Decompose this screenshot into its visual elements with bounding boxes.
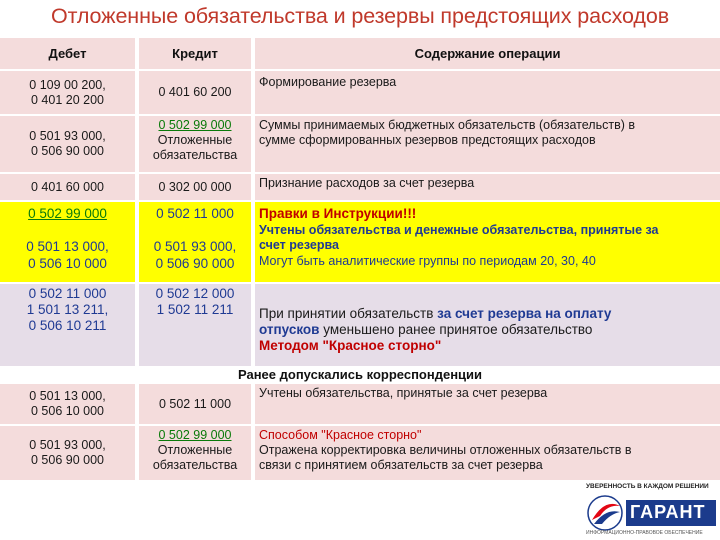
debit-cell — [0, 202, 135, 282]
debit-account: 0 502 99 000 — [28, 206, 107, 221]
content-line: Учтены обязательства, принятые за счет резерва — [259, 386, 548, 400]
credit-line: обязательства — [152, 148, 238, 162]
table-header — [0, 38, 720, 69]
table-row — [0, 426, 720, 480]
debit-line: 0 501 93 000, — [29, 129, 106, 143]
credit-cell — [139, 116, 251, 172]
content-method: Способом "Красное сторно" — [259, 428, 422, 442]
credit-cell — [139, 284, 251, 366]
credit-line: 0 502 11 000 — [158, 396, 232, 411]
debit-line: 0 109 00 200, — [29, 77, 106, 92]
content-emphasis: отпусков — [259, 322, 320, 337]
credit-line: 0 302 00 000 — [158, 179, 232, 194]
content-cell — [255, 71, 720, 114]
content-cell — [255, 284, 720, 366]
credit-line: 0 502 11 000 — [156, 206, 234, 221]
table-row — [0, 116, 720, 172]
debit-cell — [0, 71, 135, 114]
logo-tagline: УВЕРЕННОСТЬ В КАЖДОМ РЕШЕНИИ — [586, 483, 709, 490]
debit-line: 0 506 10 000 — [28, 256, 107, 271]
content-cell — [255, 202, 720, 282]
content-line: Могут быть аналитические группы по периодам 20, 30, 40 — [259, 254, 596, 268]
debit-line: 0 502 11 000 — [28, 286, 107, 301]
content-emphasis: за счет резерва на оплату — [437, 306, 612, 321]
content-text: При принятии обязательств — [259, 306, 438, 321]
section-title: Ранее допускались корреспонденции — [237, 367, 483, 382]
debit-line: 0 501 93 000, — [29, 438, 106, 452]
credit-cell — [139, 202, 251, 282]
content-paragraph — [259, 306, 720, 322]
debit-cell — [0, 426, 135, 480]
table-row — [0, 174, 720, 200]
credit-line: обязательства — [152, 458, 238, 472]
content-paragraph — [259, 322, 720, 338]
debit-cell — [0, 284, 135, 366]
content-line: Отражена корректировка величины отложенных обязательств в — [259, 443, 632, 457]
content-line: связи с принятием обязательств за счет резерва — [259, 458, 543, 472]
logo-brand: ГАРАНТ — [630, 502, 706, 522]
content-cell — [255, 426, 720, 480]
credit-line: 0 502 12 000 — [155, 286, 235, 301]
garant-logo — [586, 494, 718, 532]
content-line: Суммы принимаемых бюджетных обязательств (обязательств) в — [259, 118, 635, 132]
debit-line: 0 506 10 000 — [31, 404, 104, 418]
content-line: Формирование резерва — [259, 75, 397, 89]
debit-line: 0 401 20 200 — [31, 92, 104, 107]
credit-account: 0 502 99 000 — [158, 428, 232, 442]
credit-line: Отложенные — [157, 133, 233, 147]
header-content: Содержание операции — [255, 38, 720, 69]
content-line: счет резерва — [259, 238, 339, 252]
content-cell — [255, 174, 720, 200]
content-cell — [255, 116, 720, 172]
credit-line: 0 501 93 000, — [153, 239, 237, 254]
credit-cell — [139, 174, 251, 200]
logo-footer: ИНФОРМАЦИОННО-ПРАВОВОЕ ОБЕСПЕЧЕНИЕ — [586, 530, 703, 536]
debit-line: 0 401 60 000 — [31, 179, 104, 194]
debit-cell — [0, 384, 135, 424]
header-debit: Дебет — [0, 38, 135, 69]
debit-line: 0 506 10 211 — [28, 318, 107, 333]
header-credit: Кредит — [139, 38, 251, 69]
credit-line: 0 401 60 200 — [158, 85, 232, 99]
content-line: Признание расходов за счет резерва — [259, 176, 475, 190]
credit-cell — [139, 71, 251, 114]
credit-account: 0 502 99 000 — [158, 118, 232, 132]
content-text: уменьшено ранее принятое обязательство — [319, 322, 593, 337]
credit-cell — [139, 384, 251, 424]
credit-cell — [139, 426, 251, 480]
debit-line: 0 506 90 000 — [31, 453, 104, 467]
content-line: сумме сформированных резервов предстоящих расходов — [259, 133, 596, 147]
table-row — [0, 284, 720, 366]
debit-cell — [0, 116, 135, 172]
table-row — [0, 71, 720, 114]
content-cell — [255, 384, 720, 424]
debit-cell — [0, 174, 135, 200]
table-row-highlight — [0, 202, 720, 282]
page-title: Отложенные обязательства и резервы предстоящих расходов — [50, 4, 670, 28]
debit-line: 0 506 90 000 — [31, 144, 104, 158]
credit-line: Отложенные — [157, 443, 233, 457]
content-method: Методом "Красное сторно" — [259, 338, 442, 353]
table-row — [0, 384, 720, 424]
credit-line: 0 506 90 000 — [155, 256, 235, 271]
content-line: Учтены обязательства и денежные обязательства, принятые за — [259, 223, 659, 237]
debit-line: 1 501 13 211, — [26, 302, 109, 317]
credit-line: 1 502 11 211 — [156, 302, 234, 317]
debit-line: 0 501 13 000, — [26, 239, 109, 254]
instruction-heading: Правки в Инструкции!!! — [259, 206, 417, 221]
debit-line: 0 501 13 000, — [29, 389, 106, 403]
